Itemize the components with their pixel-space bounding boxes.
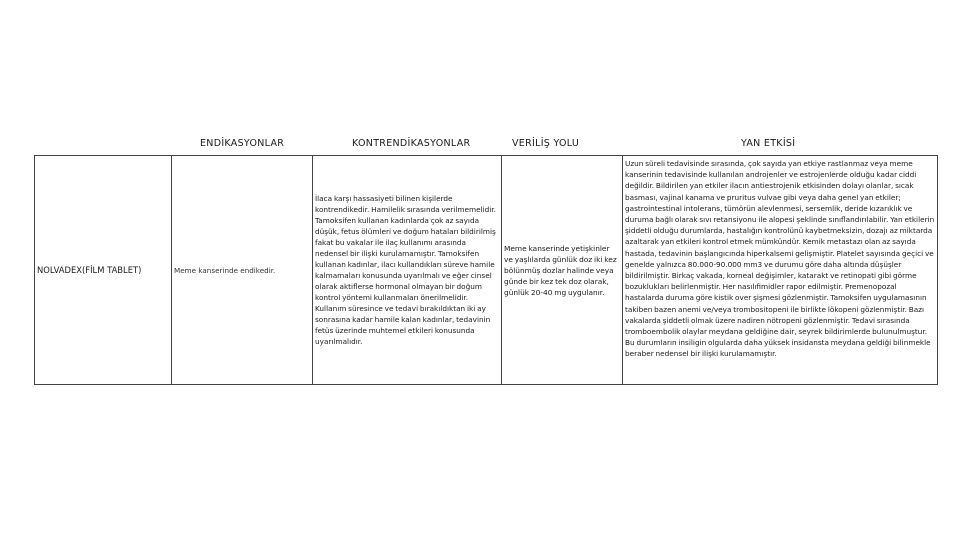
header-side-effects: YAN ETKİSİ: [741, 138, 796, 149]
indication-cell: Meme kanserinde endikedir.: [172, 156, 313, 385]
drug-info-table: [34, 155, 938, 385]
header-indications: ENDİKASYONLAR: [200, 138, 285, 149]
side-effects-cell: Uzun süreli tedavisinde sırasında, çok sayıda yan etkiye rastlanmaz veya meme kanserinin tedavisinde kullanılan androjenler ve estrojenlerde olduğu kadar ciddi değildir. Bildirilen yan etkiler ilacın antiestrojenik etkisinden dolayı olanlar, sıcak basması, vajinal kanama ve pruritus vulvae gibi veya daha genel yan etkiler; gastrointestinal intolerans, tümörün alevlenmesi, sersemlik, deride kızarıklık ve duruma bağlı olarak sıvı retansiyonu ile alopesi şeklinde sınıflandırılabilir. Yan etkilerin şiddetli olduğu durumlarda, hastalığın kontrolünü kaybetmeksizin, dozajı az miktarda azaltarak yan etkileri kontrol etmek mümkündür. Kemik metastazı olan az sayıda hastada, tedavinin başlangıcında hiperkalsemi gelişmiştir. Platelet sayısında geçici ve genelde yalnızca 80.000-90.000 mm3 ve durumu göre daha altında düşüşler bildirilmiştir. Birkaç vakada, korneal değişimler, katarakt ve retinopati gibi görme bozuklukları belirlenmiştir. Her nasılıfimidler rapor edilmiştir. Premenopozal hastalarda duruma göre kistik over şişmesi gözlenmiştir. Tamoksifen uygulamasının takiben bazen anemi ve/veya trombositopeni ile birlikte lökopeni gözlenmiştir. Bazı vakalarda şiddetli olmak üzere nadiren nötropeni gözlenmiştir. Tedavi sırasında tromboembolik olaylar meydana geldiğine dair, seyrek bildirimlerde bulunulmuştur. Bu durumların insiligin olgularda daha yüksek insidansta meydana geldiği bilinmekle beraber nedensel bir ilişki kurulamamıştır.: [623, 156, 938, 385]
administration-cell: Meme kanserinde yetişkinler ve yaşlılarda günlük doz iki kez bölünmüş dozlar halinde veya günde bir kez tek doz olarak, günlük 20-40 mg uygulanır.: [502, 156, 623, 385]
contraindication-cell: İlaca karşı hassasiyeti bilinen kişilerde kontrendikedir. Hamilelik sırasında verilmemelidir. Tamoksifen kullanan kadınlarda çok az sayıda düşük, fetus ölümleri ve doğum hataları bildirilmiş fakat bu vakalar ile ilaç kullanımı arasında nedensel bir ilişki kurulamamıştır. Tamoksifen kullanan kadınlar, ilacı kullandıkları süreve hamile kalmamaları konusunda uyarılmalı ve eğer cinsel olarak aktiflerse hormonal olmayan bir doğum kontrol yöntemi kullanmaları önerilmelidir. Kullanım süresince ve tedavi bırakıldıktan iki ay sonrasına kadar hamile kalan kadınlar, tedavinin fetüs üzerinde muhtemel etkileri konusunda uyarılmalıdır.: [313, 156, 502, 385]
header-administration: VERİLİŞ YOLU: [512, 138, 580, 149]
drug-name-cell: NOLVADEX(FİLM TABLET): [35, 156, 172, 385]
table-row: [35, 156, 938, 385]
header-contraindications: KONTRENDİKASYONLAR: [352, 138, 471, 149]
